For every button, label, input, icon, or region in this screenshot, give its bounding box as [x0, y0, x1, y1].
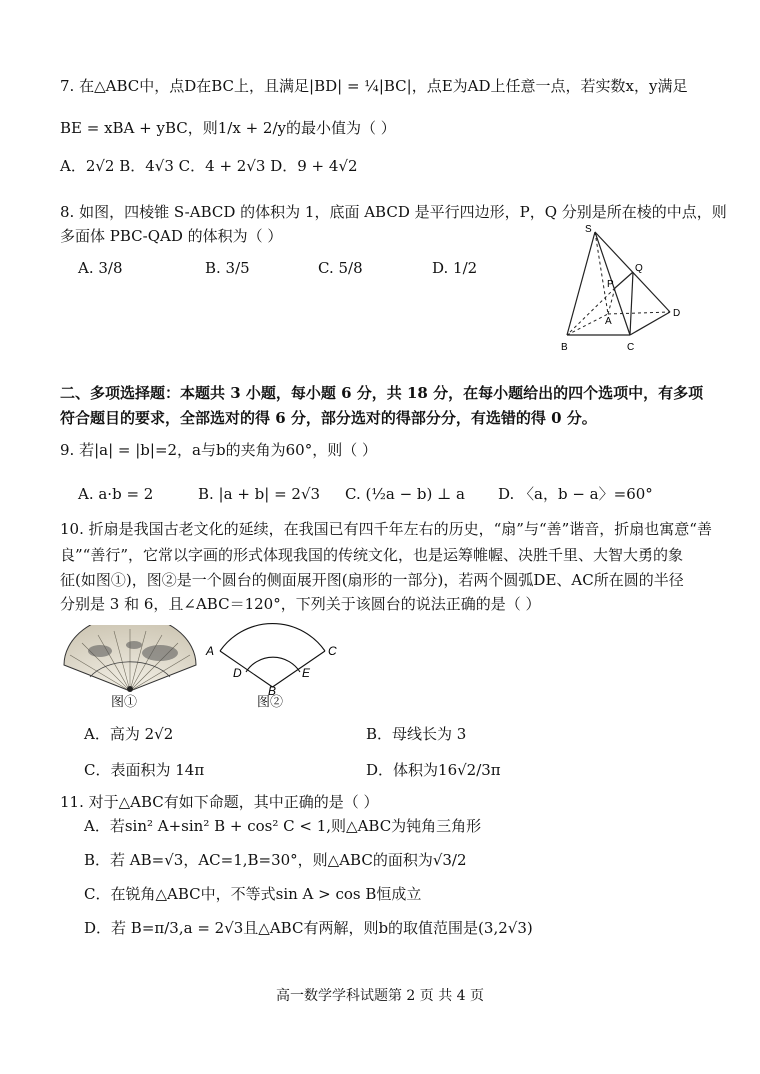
q10-line1-text: 10. 折扇是我国古老文化的延续，在我国已有四千年左右的历史，“扇”与“善”谐音，折扇也寓意“善 — [60, 520, 712, 538]
fig2-label-c: C — [328, 644, 337, 658]
fig8-label-a: A — [605, 316, 612, 327]
q11-stem-text: 11. 对于△ABC有如下命题，其中正确的是（ ） — [60, 793, 379, 811]
q9-option-c[interactable]: C. (½a − b) ⊥ a — [345, 485, 465, 503]
q9-stem-text: 9. 若|a| = |b|=2，a与b的夹角为60°，则（ ） — [60, 441, 377, 459]
q8-stem1-text: 8. 如图，四棱锥 S-ABCD 的体积为 1，底面 ABCD 是平行四边形，P，Q 分别是所在棱的中点，则 — [60, 203, 727, 221]
q11-option-c[interactable]: C．在锐角△ABC中，不等式sin A > cos B恒成立 — [84, 885, 422, 903]
q9-option-d[interactable]: D. 〈a，b − a〉=60° — [498, 485, 653, 503]
q10-option-a[interactable]: A．高为 2√2 — [84, 725, 174, 743]
q10-option-b[interactable]: B．母线长为 3 — [366, 725, 467, 743]
q7-line2-text: BE = xBA + yBC，则1/x + 2/y的最小值为（ ） — [60, 119, 396, 137]
q8-option-d[interactable]: D. 1/2 — [432, 259, 478, 277]
q10-line2-text: 良”“善行”，它常以字画的形式体现我国的传统文化，也是运筹帷幄、决胜千里、大智大勇的象 — [60, 546, 684, 564]
section2-line2-text: 符合题目的要求，全部选对的得 6 分，部分选对的得部分分，有选错的得 0 分。 — [60, 409, 597, 427]
q7-options-text: A．2√2 B．4√3 C．4 + 2√3 D．9 + 4√2 — [60, 157, 358, 175]
q8-option-c[interactable]: C. 5/8 — [318, 259, 363, 277]
q11-option-d[interactable]: D．若 B=π/3,a = 2√3且△ABC有两解，则b的取值范围是(3,2√3) — [84, 919, 533, 937]
fig8-label-s: S — [585, 224, 592, 235]
q8-stem2-text: 多面体 PBC-QAD 的体积为（ ） — [60, 227, 283, 245]
section2-line2 — [60, 408, 597, 428]
q10-option-d[interactable]: D．体积为16√2/3π — [366, 761, 501, 779]
sector-diagram — [200, 605, 350, 695]
fig2-label-a: A — [206, 644, 215, 658]
folding-fan-image — [60, 625, 200, 693]
q10-line3-text: 征(如图①)，图②是一个圆台的侧面展开图(扇形的一部分)，若两个圆弧DE、AC所在圆的半径 — [60, 571, 684, 589]
q7-line2 — [60, 118, 396, 138]
q8-option-a[interactable]: A. 3/8 — [78, 259, 123, 277]
section2-line1 — [60, 383, 703, 403]
fig8-label-q: Q — [635, 263, 643, 274]
q9-option-a[interactable]: A. a·b = 2 — [78, 485, 154, 503]
fig1-caption: 图① — [111, 695, 138, 710]
q8-stem1 — [60, 202, 727, 222]
fig2-label-d: D — [233, 666, 242, 680]
q8-pyramid-figure — [555, 220, 690, 355]
q10-option-c[interactable]: C．表面积为 14π — [84, 761, 205, 779]
q10-line4-text: 分别是 3 和 6，且∠ABC＝120°，下列关于该圆台的说法正确的是（ ） — [60, 595, 541, 613]
q10-line3 — [60, 570, 684, 590]
q8-stem2 — [60, 226, 282, 246]
fig8-label-c: C — [627, 342, 635, 353]
fig8-label-p: P — [607, 279, 614, 290]
page-footer: 高一数学学科试题第 2 页 共 4 页 — [275, 988, 485, 1004]
q10-line2 — [60, 545, 683, 565]
fig8-label-b: B — [561, 342, 568, 353]
q10-line1 — [60, 519, 712, 539]
q8-option-b[interactable]: B. 3/5 — [205, 259, 250, 277]
fig8-label-d: D — [673, 308, 681, 319]
section2-line1-text: 二、多项选择题：本题共 3 小题，每小题 6 分，共 18 分，在每小题给出的四个选项中，有多项 — [60, 384, 704, 402]
q9-stem — [60, 440, 377, 460]
fig2-label-b: B — [268, 684, 277, 695]
fig2-label-e: E — [302, 666, 311, 680]
q11-stem — [60, 792, 379, 812]
q7-options — [60, 156, 358, 176]
fig2-caption: 图② — [257, 695, 284, 710]
q11-option-a[interactable]: A．若sin² A+sin² B + cos² C < 1,则△ABC为钝角三角形 — [84, 817, 482, 835]
q9-option-b[interactable]: B. |a + b| = 2√3 — [198, 485, 321, 503]
q7-line1 — [60, 76, 687, 96]
q7-line1-text: 7. 在△ABC中，点D在BC上，且满足|BD| = ¼|BC|，点E为AD上任意一点，若实数x，y满足 — [60, 77, 688, 95]
q11-option-b[interactable]: B．若 AB=√3，AC=1,B=30°，则△ABC的面积为√3/2 — [84, 851, 467, 869]
